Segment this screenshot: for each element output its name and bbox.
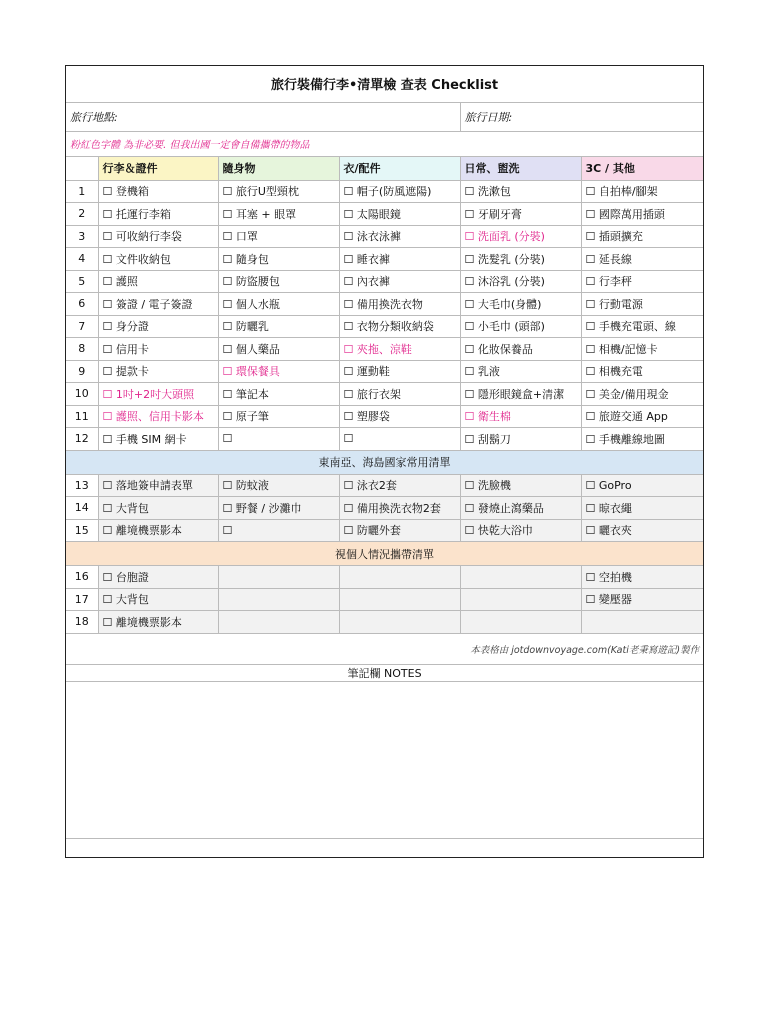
table-row — [66, 497, 703, 520]
checklist-item[interactable]: ☐ 防盜腰包 — [218, 270, 339, 293]
checklist-item[interactable]: ☐ 行李秤 — [581, 270, 703, 293]
row-number: 12 — [66, 428, 98, 451]
checklist-item[interactable]: ☐ 衣物分類收納袋 — [339, 315, 460, 338]
table-row — [66, 405, 703, 428]
checklist-item[interactable]: ☐ 自拍棒/腳架 — [581, 180, 703, 203]
checklist-item[interactable]: ☐ 旅行衣架 — [339, 383, 460, 406]
row-number: 7 — [66, 315, 98, 338]
column-header-row — [66, 156, 703, 180]
header-electronics: 3C / 其他 — [581, 156, 703, 180]
checklist-item[interactable]: ☐ 備用換洗衣物 — [339, 293, 460, 316]
checklist-item[interactable]: ☐ — [218, 519, 339, 542]
row-number: 8 — [66, 338, 98, 361]
checklist-item[interactable]: ☐ 行動電源 — [581, 293, 703, 316]
empty-cell — [339, 566, 460, 589]
header-carry-on: 隨身物 — [218, 156, 339, 180]
checklist-item[interactable]: ☐ 護照 — [98, 270, 218, 293]
empty-cell — [218, 566, 339, 589]
checklist-item[interactable]: ☐ 旅行U型頸枕 — [218, 180, 339, 203]
checklist-item[interactable]: ☐ 身分證 — [98, 315, 218, 338]
page-title: 旅行裝備行李•清單檢 查表 Checklist — [66, 66, 703, 102]
checklist-item[interactable]: ☐ 曬衣夾 — [581, 519, 703, 542]
checklist-item[interactable]: ☐ 托運行李箱 — [98, 203, 218, 226]
checklist-item[interactable]: ☐ 防曬外套 — [339, 519, 460, 542]
checklist-item[interactable]: ☐ 筆記本 — [218, 383, 339, 406]
checklist-item[interactable]: ☐ 相機/記憶卡 — [581, 338, 703, 361]
row-number: 4 — [66, 248, 98, 271]
row-number: 1 — [66, 180, 98, 203]
checklist-item[interactable]: ☐ 落地簽申請表單 — [98, 474, 218, 497]
checklist-item[interactable]: ☐ 原子筆 — [218, 405, 339, 428]
row-number: 16 — [66, 566, 98, 589]
checklist-item[interactable]: ☐ 耳塞 + 眼罩 — [218, 203, 339, 226]
row-number: 18 — [66, 611, 98, 634]
checklist-item[interactable]: ☐ 備用換洗衣物2套 — [339, 497, 460, 520]
header-clothing: 衣/配件 — [339, 156, 460, 180]
checklist-item[interactable]: ☐ 帽子(防風遮陽) — [339, 180, 460, 203]
checklist-item[interactable]: ☐ 野餐 / 沙灘巾 — [218, 497, 339, 520]
table-row — [66, 588, 703, 611]
checklist-item[interactable]: ☐ 運動鞋 — [339, 360, 460, 383]
checklist-item[interactable]: ☐ 牙刷牙膏 — [460, 203, 581, 226]
checklist-item[interactable]: ☐ 信用卡 — [98, 338, 218, 361]
empty-cell — [581, 611, 703, 634]
checklist-item[interactable]: ☐ 個人藥品 — [218, 338, 339, 361]
checklist-item[interactable]: ☐ GoPro — [581, 474, 703, 497]
travel-place-field[interactable]: 旅行地點: — [66, 102, 460, 131]
pink-note: 粉紅色字體 為非必要. 但我出國一定會自備攜帶的物品 — [66, 131, 703, 156]
empty-cell — [339, 588, 460, 611]
checklist-item[interactable]: ☐ 塑膠袋 — [339, 405, 460, 428]
checklist-item[interactable]: ☐ 提款卡 — [98, 360, 218, 383]
checklist-item[interactable]: ☐ 衛生棉 — [460, 405, 581, 428]
checklist-sheet — [65, 65, 704, 858]
row-number: 6 — [66, 293, 98, 316]
row-number: 17 — [66, 588, 98, 611]
empty-cell — [460, 588, 581, 611]
notes-area[interactable] — [66, 681, 703, 838]
checklist-item[interactable]: ☐ 內衣褲 — [339, 270, 460, 293]
row-number: 14 — [66, 497, 98, 520]
table-row — [66, 611, 703, 634]
checklist-item[interactable]: ☐ 1吋+2吋大頭照 — [98, 383, 218, 406]
checklist-item[interactable]: ☐ 離境機票影本 — [98, 611, 218, 634]
credit-text: 本表格由 jotdownvoyage.com(Kati老秉寫遊記)製作 — [66, 633, 703, 664]
row-number: 2 — [66, 203, 98, 226]
checklist-item[interactable]: ☐ 文件收納包 — [98, 248, 218, 271]
number-header — [66, 156, 98, 180]
section-header-personal: 視個人情況攜帶清單 — [66, 542, 703, 566]
checklist-item[interactable]: ☐ 洗面乳 (分裝) — [460, 225, 581, 248]
checklist-item[interactable]: ☐ 旅遊交通 App — [581, 405, 703, 428]
checklist-item[interactable]: ☐ 大背包 — [98, 588, 218, 611]
checklist-item[interactable]: ☐ 手機 SIM 網卡 — [98, 428, 218, 451]
checklist-item[interactable]: ☐ 化妝保養品 — [460, 338, 581, 361]
table-row — [66, 383, 703, 406]
checklist-item[interactable]: ☐ 隱形眼鏡盒+清潔 — [460, 383, 581, 406]
checklist-item[interactable]: ☐ 空拍機 — [581, 566, 703, 589]
travel-date-field[interactable]: 旅行日期: — [460, 102, 703, 131]
checklist-item[interactable]: ☐ 美金/備用現金 — [581, 383, 703, 406]
table-row — [66, 180, 703, 203]
checklist-item[interactable]: ☐ 洗臉機 — [460, 474, 581, 497]
table-row — [66, 270, 703, 293]
checklist-item[interactable]: ☐ 可收納行李袋 — [98, 225, 218, 248]
checklist-item[interactable]: ☐ 變壓器 — [581, 588, 703, 611]
checklist-item[interactable]: ☐ 夾拖、涼鞋 — [339, 338, 460, 361]
checklist-item[interactable]: ☐ 護照、信用卡影本 — [98, 405, 218, 428]
checklist-item[interactable]: ☐ 防曬乳 — [218, 315, 339, 338]
empty-cell — [218, 611, 339, 634]
header-toiletries: 日常、盥洗 — [460, 156, 581, 180]
checklist-item[interactable]: ☐ 登機箱 — [98, 180, 218, 203]
checklist-item[interactable]: ☐ 太陽眼鏡 — [339, 203, 460, 226]
checklist-item[interactable]: ☐ 泳衣泳褲 — [339, 225, 460, 248]
checklist-item[interactable]: ☐ 防蚊液 — [218, 474, 339, 497]
checklist-item[interactable]: ☐ 大毛巾(身體) — [460, 293, 581, 316]
table-row — [66, 315, 703, 338]
checklist-item[interactable]: ☐ 延長線 — [581, 248, 703, 271]
checklist-item[interactable]: ☐ 洗髮乳 (分裝) — [460, 248, 581, 271]
checklist-item[interactable]: ☐ 沐浴乳 (分裝) — [460, 270, 581, 293]
row-number: 13 — [66, 474, 98, 497]
checklist-item[interactable]: ☐ 小毛巾 (頭部) — [460, 315, 581, 338]
table-row — [66, 248, 703, 271]
checklist-item[interactable]: ☐ 個人水瓶 — [218, 293, 339, 316]
checklist-item[interactable]: ☐ 快乾大浴巾 — [460, 519, 581, 542]
table-row — [66, 203, 703, 226]
row-number: 15 — [66, 519, 98, 542]
notes-label: 筆記欄 NOTES — [66, 664, 703, 681]
checklist-item[interactable]: ☐ — [218, 428, 339, 451]
empty-cell — [218, 588, 339, 611]
checklist-item[interactable]: ☐ 大背包 — [98, 497, 218, 520]
checklist-item[interactable]: ☐ 洗漱包 — [460, 180, 581, 203]
table-row — [66, 293, 703, 316]
table-row — [66, 428, 703, 451]
checklist-item[interactable]: ☐ 簽證 / 電子簽證 — [98, 293, 218, 316]
checklist-item[interactable]: ☐ 手機充電頭、線 — [581, 315, 703, 338]
header-luggage: 行李＆證件 — [98, 156, 218, 180]
empty-cell — [460, 566, 581, 589]
empty-cell — [460, 611, 581, 634]
row-number: 3 — [66, 225, 98, 248]
table-row — [66, 519, 703, 542]
checklist-item[interactable]: ☐ 隨身包 — [218, 248, 339, 271]
checklist-item[interactable]: ☐ 國際萬用插頭 — [581, 203, 703, 226]
checklist-table — [66, 66, 703, 839]
row-number: 9 — [66, 360, 98, 383]
table-row — [66, 225, 703, 248]
checklist-item[interactable]: ☐ — [339, 428, 460, 451]
checklist-item[interactable]: ☐ 插頭擴充 — [581, 225, 703, 248]
checklist-item[interactable]: ☐ 乳液 — [460, 360, 581, 383]
checklist-item[interactable]: ☐ 台胞證 — [98, 566, 218, 589]
checklist-item[interactable]: ☐ 睡衣褲 — [339, 248, 460, 271]
checklist-item[interactable]: ☐ 相機充電 — [581, 360, 703, 383]
checklist-item[interactable]: ☐ 口罩 — [218, 225, 339, 248]
row-number: 5 — [66, 270, 98, 293]
checklist-item[interactable]: ☐ 手機離線地圖 — [581, 428, 703, 451]
checklist-item[interactable]: ☐ 離境機票影本 — [98, 519, 218, 542]
table-row — [66, 566, 703, 589]
checklist-item[interactable]: ☐ 晾衣繩 — [581, 497, 703, 520]
row-number: 11 — [66, 405, 98, 428]
empty-cell — [339, 611, 460, 634]
table-row — [66, 338, 703, 361]
table-row — [66, 474, 703, 497]
section-header-sea: 東南亞、海島國家常用清單 — [66, 450, 703, 474]
table-row — [66, 360, 703, 383]
checklist-item[interactable]: ☐ 泳衣2套 — [339, 474, 460, 497]
checklist-item[interactable]: ☐ 環保餐具 — [218, 360, 339, 383]
checklist-item[interactable]: ☐ 發燒止瀉藥品 — [460, 497, 581, 520]
checklist-item[interactable]: ☐ 刮鬍刀 — [460, 428, 581, 451]
row-number: 10 — [66, 383, 98, 406]
